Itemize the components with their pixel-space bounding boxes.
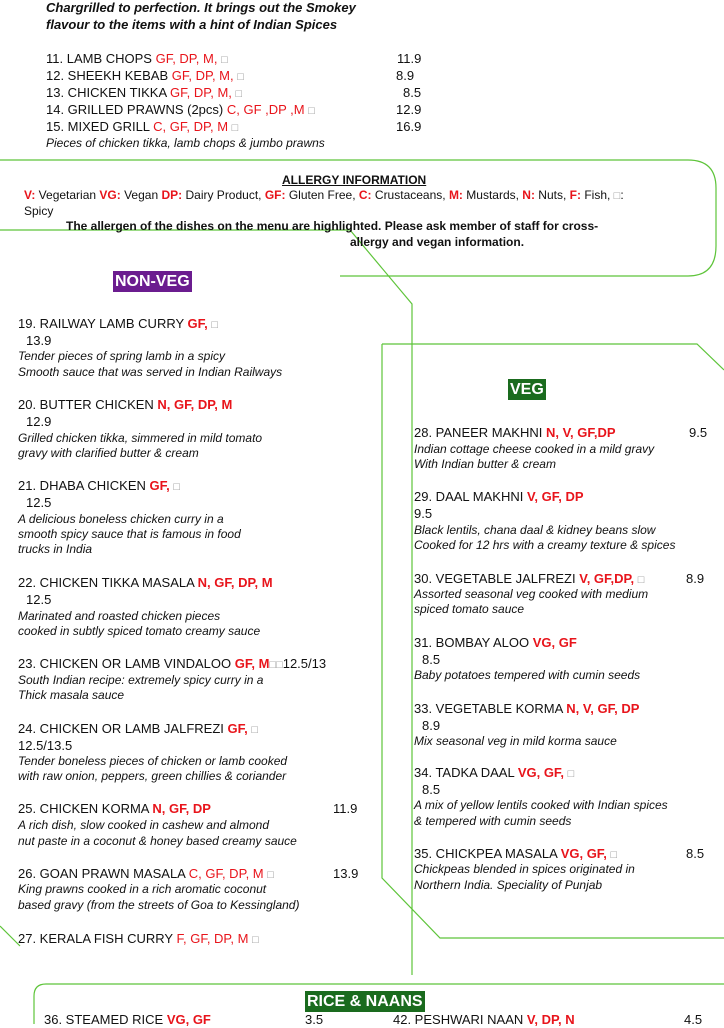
allergy-title: ALLERGY INFORMATION (282, 173, 427, 187)
item-name: 13. CHICKEN TIKKA (46, 85, 171, 100)
item-price: 8.9 (422, 718, 441, 733)
item-name: 23. CHICKEN OR LAMB VINDALOO (18, 656, 235, 671)
spicy-icon: □ (276, 659, 283, 671)
allergen-codes: VG, GF (166, 1012, 211, 1027)
allergen-codes: C, GF, DP, M (188, 866, 268, 881)
item-name: 33. VEGETABLE KORMA (414, 701, 567, 716)
item-name: 26. GOAN PRAWN MASALA (18, 866, 189, 881)
spicy-icon: □ (237, 71, 244, 83)
allergen-codes: N, V, GF,DP (545, 425, 616, 440)
spicy-icon: □ (231, 122, 239, 134)
allergen-codes: V, DP, N (526, 1012, 575, 1027)
item-desc: trucks in India (18, 542, 93, 556)
item-price: 11.9 (333, 801, 358, 816)
legend-label: Dairy Product, (182, 188, 265, 202)
item-desc: South Indian recipe: extremely spicy curry in a (18, 673, 264, 687)
item-desc: Assorted seasonal veg cooked with medium (414, 587, 649, 601)
item-price: 9.5 (689, 425, 708, 440)
allergen-codes: GF, DP, M, (155, 51, 222, 66)
spicy-icon: □ (637, 574, 645, 586)
item-desc: Chickpeas blended in spices originated in (414, 862, 635, 876)
allergen-codes: GF, (149, 478, 174, 493)
item-price: 12.5/13.5 (18, 738, 73, 753)
item-name: 25. CHICKEN KORMA (18, 801, 153, 816)
item-desc: Baby potatoes tempered with cumin seeds (414, 668, 641, 682)
allergy-legend-end: Spicy (24, 204, 54, 218)
spicy-icon: □ (267, 869, 274, 881)
item-price: 12.9 (26, 414, 52, 429)
legend-code: VG: (99, 188, 121, 202)
allergen-codes: GF, DP, M, (171, 68, 238, 83)
legend-label: Nuts, (534, 188, 570, 202)
allergy-note-line2: allergy and vegan information. (350, 235, 525, 249)
item-price: 8.5 (686, 846, 705, 861)
item-name: 19. RAILWAY LAMB CURRY (18, 316, 188, 331)
item-price: 8.5 (422, 782, 441, 797)
spicy-icon: □ (308, 105, 315, 117)
item-desc: & tempered with cumin seeds (414, 814, 572, 828)
allergen-codes: GF, (187, 316, 212, 331)
allergen-codes: N, GF, DP, M (197, 575, 273, 590)
veg-heading: VEG (510, 381, 544, 398)
legend-label: Vegetarian (35, 188, 100, 202)
legend-code: F: (569, 188, 581, 202)
spicy-icon: □ (269, 659, 277, 671)
item-price: 12.5 (26, 592, 52, 607)
item-price: 12.9 (396, 102, 422, 117)
item-desc: Tender pieces of spring lamb in a spicy (18, 349, 225, 363)
item-price: 9.5 (414, 506, 433, 521)
allergen-codes: C, GF ,DP ,M (226, 102, 309, 117)
allergen-codes: F, GF, DP, M (176, 931, 253, 946)
item-name: 15. MIXED GRILL (46, 119, 154, 134)
legend-code: C: (358, 188, 372, 202)
item-name: 36. STEAMED RICE (44, 1012, 167, 1027)
item-desc: Black lentils, chana daal & kidney beans slow (414, 523, 656, 537)
item-desc: cooked in subtly spiced tomato creamy sauce (18, 624, 261, 638)
item-name: 28. PANEER MAKHNI (414, 425, 546, 440)
grill-item-note: Pieces of chicken tikka, lamb chops & jumbo prawns (46, 136, 325, 150)
item-price: 8.5 (422, 652, 441, 667)
item-desc: spiced tomato sauce (414, 602, 525, 616)
item-desc: Mix seasonal veg in mild korma sauce (414, 734, 617, 748)
item-desc: Grilled chicken tikka, simmered in mild tomato (18, 431, 263, 445)
allergy-legend (24, 187, 624, 204)
item-name: 14. GRILLED PRAWNS (2pcs) (46, 102, 227, 117)
legend-label: Fish, (580, 188, 614, 202)
item-desc: With Indian butter & cream (414, 457, 556, 471)
item-desc: Cooked for 12 hrs with a creamy texture & spices (414, 538, 676, 552)
item-desc: with raw onion, peppers, green chillies & coriander (18, 769, 287, 783)
allergen-codes: VG, GF (532, 635, 577, 650)
spicy-icon: □ (211, 319, 219, 331)
item-desc: A mix of yellow lentils cooked with Indian spices (414, 798, 668, 812)
item-price: 13.9 (26, 333, 52, 348)
nonveg-heading: NON-VEG (115, 273, 190, 290)
legend-code: V: (24, 188, 36, 202)
allergen-codes: VG, GF, (517, 765, 568, 780)
spicy-icon: □ (613, 190, 621, 202)
item-desc: nut paste in a coconut & honey based creamy sauce (18, 834, 297, 848)
allergen-codes: N, GF, DP (152, 801, 211, 816)
item-name: 24. CHICKEN OR LAMB JALFREZI (18, 721, 228, 736)
allergen-codes: GF, (227, 721, 252, 736)
legend-label: Gluten Free, (285, 188, 359, 202)
item-price: 11.9 (397, 51, 422, 66)
item-name: 42. PESHWARI NAAN (393, 1012, 527, 1027)
item-desc: A rich dish, slow cooked in cashew and almond (18, 818, 270, 832)
grill-intro-line1: Chargrilled to perfection. It brings out the Smokey (46, 0, 356, 15)
item-price: 4.5 (684, 1012, 703, 1027)
item-price: 12.5 (26, 495, 52, 510)
item-desc: Smooth sauce that was served in Indian Railways (18, 365, 283, 379)
legend-label: Mustards, (462, 188, 523, 202)
spicy-icon: □ (567, 768, 575, 780)
spicy-icon: □ (221, 54, 228, 66)
item-name: 12. SHEEKH KEBAB (46, 68, 172, 83)
item-name: 27. KERALA FISH CURRY (18, 931, 177, 946)
item-desc: Tender boneless pieces of chicken or lamb cooked (18, 754, 288, 768)
rice-heading: RICE & NAANS (307, 993, 423, 1010)
item-name: 20. BUTTER CHICKEN (18, 397, 158, 412)
spicy-icon: □ (252, 934, 259, 946)
item-name: 11. LAMB CHOPS (46, 51, 156, 66)
spicy-icon: □ (610, 849, 618, 861)
allergy-note-line1: The allergen of the dishes on the menu are highlighted. Please ask member of staff for cross- (66, 219, 599, 233)
item-name: 30. VEGETABLE JALFREZI (414, 571, 580, 586)
spicy-icon: □ (251, 724, 258, 736)
legend-code: N: (522, 188, 535, 202)
item-name: 34. TADKA DAAL (414, 765, 518, 780)
grill-intro-line2: flavour to the items with a hint of Indian Spices (46, 17, 338, 32)
item-desc: Indian cottage cheese cooked in a mild gravy (414, 442, 655, 456)
legend-label: Vegan (120, 188, 162, 202)
item-desc: gravy with clarified butter & cream (18, 446, 199, 460)
item-desc: Northern India. Speciality of Punjab (414, 878, 603, 892)
item-desc: Marinated and roasted chicken pieces (18, 609, 221, 623)
item-desc: King prawns cooked in a rich aromatic coconut (18, 882, 267, 896)
allergen-codes: GF, DP, M, (170, 85, 236, 100)
item-price: 12.5/13 (282, 656, 327, 671)
spicy-icon: □ (235, 88, 243, 100)
item-name: 21. DHABA CHICKEN (18, 478, 150, 493)
item-name: 29. DAAL MAKHNI (414, 489, 527, 504)
allergen-codes: VG, GF, (560, 846, 611, 861)
legend-label: Crustaceans, (371, 188, 449, 202)
allergen-codes: N, V, GF, DP (566, 701, 640, 716)
legend-code: GF: (264, 188, 286, 202)
item-name: 35. CHICKPEA MASALA (414, 846, 561, 861)
item-price: 13.9 (333, 866, 359, 881)
allergen-codes: V, GF, DP (526, 489, 584, 504)
item-desc: Thick masala sauce (18, 688, 125, 702)
item-price: 16.9 (396, 119, 422, 134)
legend-label: : (620, 188, 624, 202)
legend-code: DP: (161, 188, 183, 202)
spicy-icon: □ (173, 481, 180, 493)
allergen-codes: GF, M (234, 656, 270, 671)
item-desc: A delicious boneless chicken curry in a (18, 512, 224, 526)
item-desc: based gravy (from the streets of Goa to Kessingland) (18, 898, 300, 912)
item-price: 3.5 (305, 1012, 324, 1027)
item-price: 8.9 (396, 68, 415, 83)
allergen-codes: N, GF, DP, M (157, 397, 233, 412)
item-name: 31. BOMBAY ALOO (414, 635, 533, 650)
item-name: 22. CHICKEN TIKKA MASALA (18, 575, 198, 590)
allergen-codes: C, GF, DP, M (153, 119, 232, 134)
allergen-codes: V, GF,DP, (579, 571, 638, 586)
item-desc: smooth spicy sauce that is famous in food (18, 527, 241, 541)
legend-code: M: (448, 188, 463, 202)
item-price: 8.5 (403, 85, 422, 100)
item-price: 8.9 (686, 571, 705, 586)
